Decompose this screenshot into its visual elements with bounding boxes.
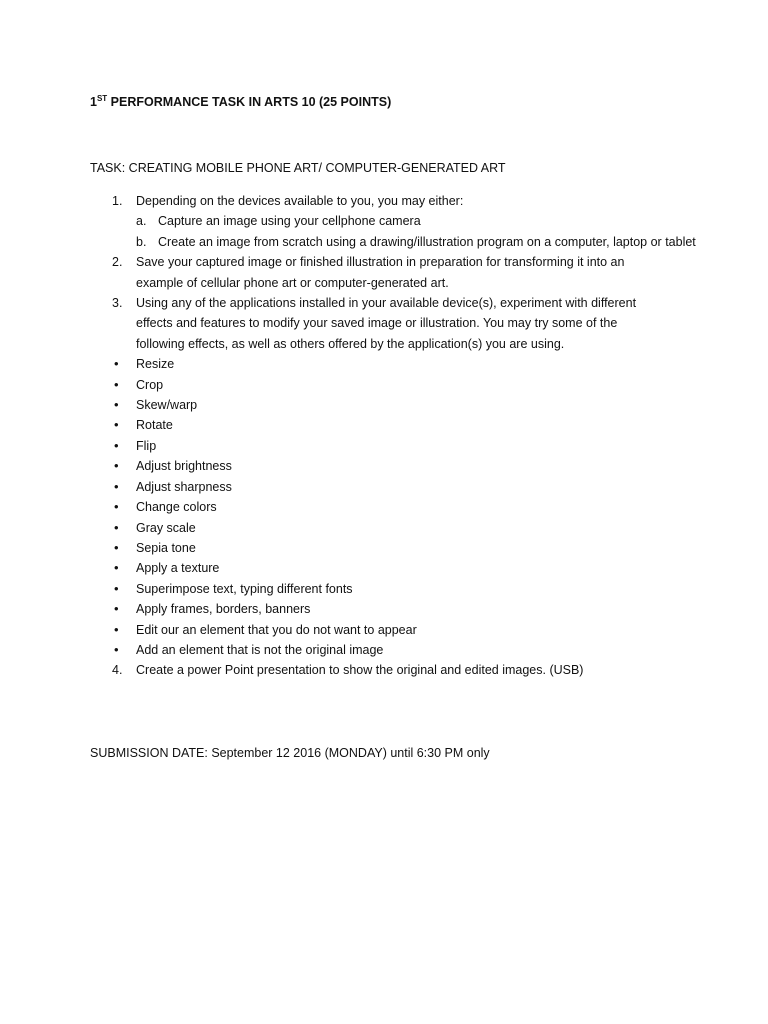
effect-item xyxy=(90,599,690,619)
step-number: 1. xyxy=(112,194,123,208)
effect-label: Flip xyxy=(136,438,157,453)
bullet-icon: • xyxy=(114,397,119,413)
effect-item xyxy=(90,415,690,435)
effect-item xyxy=(90,518,690,538)
page-title xyxy=(90,92,391,112)
effect-item xyxy=(90,640,690,660)
sub-step-text: Capture an image using your cellphone camera xyxy=(158,214,421,229)
sub-step-letter: a. xyxy=(136,214,147,229)
effect-item xyxy=(90,558,690,578)
effect-label: Sepia tone xyxy=(136,540,196,555)
bullet-icon: • xyxy=(114,641,119,657)
instructions-list xyxy=(90,191,696,681)
bullet-icon: • xyxy=(114,499,119,515)
effect-label: Superimpose text, typing different fonts xyxy=(136,581,353,596)
sub-step-text: Create an image from scratch using a drawing/illustration program on a computer, laptop or tablet xyxy=(158,234,696,249)
effect-label: Adjust brightness xyxy=(136,459,232,474)
effect-label: Add an element that is not the original image xyxy=(136,642,384,657)
bullet-icon: • xyxy=(114,580,119,596)
effect-item xyxy=(90,436,690,456)
step-number: 4. xyxy=(112,663,123,678)
step-3 xyxy=(90,293,661,354)
step-text: Depending on the devices available to you, you may either: xyxy=(136,194,464,208)
effect-item xyxy=(90,579,690,599)
effect-item xyxy=(90,620,690,640)
bullet-icon: • xyxy=(114,458,119,474)
effect-item xyxy=(90,456,690,476)
effect-label: Skew/warp xyxy=(136,398,198,413)
bullet-icon: • xyxy=(114,376,119,392)
effect-label: Adjust sharpness xyxy=(136,479,232,494)
step-2 xyxy=(90,252,656,293)
bullet-icon: • xyxy=(114,560,119,576)
bullet-icon: • xyxy=(114,356,119,372)
step-1 xyxy=(90,191,690,211)
effect-label: Resize xyxy=(136,357,175,372)
title-ordinal-suffix: ST xyxy=(96,93,108,103)
title-number: 1 xyxy=(90,95,97,109)
task-heading: TASK: CREATING MOBILE PHONE ART/ COMPUTER-GENERATED ART xyxy=(90,161,506,175)
step-1b xyxy=(90,232,733,252)
effect-item xyxy=(90,395,690,415)
bullet-icon: • xyxy=(114,437,119,453)
step-text: Save your captured image or finished illustration in preparation for transforming it into an example of cellular phone art or computer-generated art. xyxy=(136,255,625,290)
step-number: 2. xyxy=(112,255,123,270)
bullet-icon: • xyxy=(114,601,119,617)
effect-item xyxy=(90,477,690,497)
bullet-icon: • xyxy=(114,539,119,555)
effect-label: Gray scale xyxy=(136,520,196,535)
effect-item xyxy=(90,354,690,374)
effect-label: Apply frames, borders, banners xyxy=(136,602,311,617)
bullet-icon: • xyxy=(114,519,119,535)
effect-label: Rotate xyxy=(136,418,173,433)
effect-label: Crop xyxy=(136,377,164,392)
title-text: PERFORMANCE TASK IN ARTS 10 (25 POINTS) xyxy=(107,95,392,109)
effect-label: Edit our an element that you do not want to appear xyxy=(136,622,417,637)
step-1a xyxy=(90,211,690,231)
effect-item xyxy=(90,538,690,558)
step-text: Using any of the applications installed in your available device(s), experiment with different effects and features to modify your saved image or illustration. You may try some of the following effects, as well as others offered by the application(s) you are using. xyxy=(136,296,637,351)
bullet-icon: • xyxy=(114,478,119,494)
step-number: 3. xyxy=(112,296,123,311)
bullet-icon: • xyxy=(114,417,119,433)
effect-item xyxy=(90,375,690,395)
effect-item xyxy=(90,497,690,517)
sub-step-letter: b. xyxy=(136,234,147,249)
step-text: Create a power Point presentation to show the original and edited images. (USB) xyxy=(136,663,584,678)
effect-label: Apply a texture xyxy=(136,561,220,576)
step-4 xyxy=(90,660,696,680)
submission-date: SUBMISSION DATE: September 12 2016 (MONDAY) until 6:30 PM only xyxy=(90,746,490,760)
bullet-icon: • xyxy=(114,621,119,637)
effect-label: Change colors xyxy=(136,500,217,515)
